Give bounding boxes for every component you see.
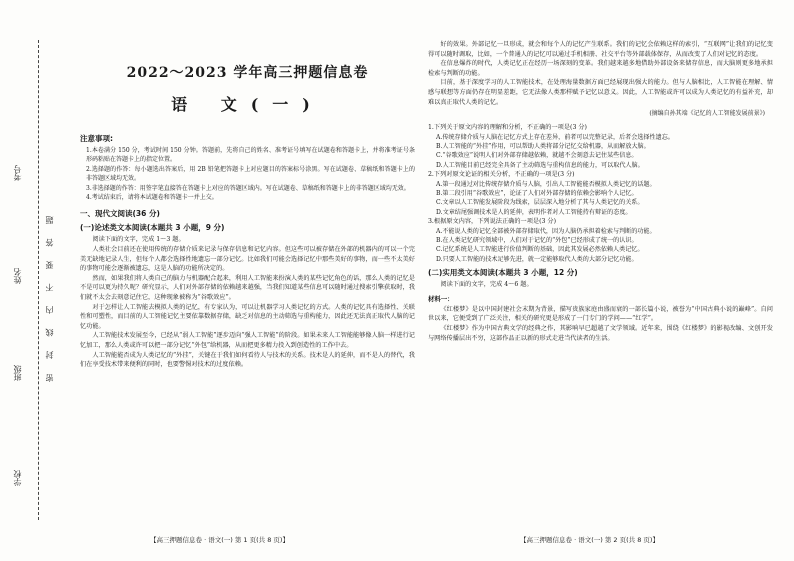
question-option: A.不能说人类的记忆全部被外部存储取代，因为人脑仍承担着检索与判断的功能。 [436,227,656,235]
question-2 [428,170,773,217]
passage-paragraph: 在信息爆炸的时代，人类记忆正在经历一场深刻的变革。我们越来越多地借助外部设备来储存信息，而大脑则更多地承担检索与判断的功能。 [428,60,773,77]
question-option: C.“谷歌效应”说明人们对外部存储越依赖，就越不会刻意去记住某些信息。 [436,152,638,160]
passage-paragraph: 人工智能能否成为人类记忆的“外挂”，关键在于我们如何看待人与技术的关系。技术是人的延伸，而不是人的替代，我们在享受技术带来便利的同时，也要警惕对技术的过度依赖。 [80,351,415,369]
question-option: A.传统存储介质与人脑在记忆方式上存在差异，前者可以完整记录，后者会选择性遗忘。 [436,133,674,141]
passage-paragraph: 人类社会目前还在使用传统的存储介质来记录与保存信息和记忆内容。但这些可以被存储在外部的机器内的可以一个完美无缺地记录人生，但每个人都会选择性地遗忘一部分记忆。比如我们可能会选择记忆中那些美好的事物，而一些不太美好的事物可能会逐渐被遗忘，这是人脑的功能所决定的。 [80,246,415,273]
seal-notice: 密 封 线 内 不 要 答 题 [45,210,54,382]
instruction: 阅读下面的文字，完成 1～3 题。 [92,236,185,244]
question-option: C.文章以人工智能发展阶段为线索，层层深入地分析了其与人类记忆的关系。 [436,199,644,207]
question-stem: 2.下列对原文论证的相关分析，不正确的一项是(3 分) [428,171,575,179]
material-paragraph: 《红楼梦》是以中国封建社会末期为背景，描写贵族家庭由盛而衰的一部长篇小说，被誉为“中国古典小说的巅峰”。自问世以来，它便受到了广泛关注，相关的研究更是形成了一门专门的学问——“红学”。 [428,305,773,323]
question-1 [428,123,773,170]
name-field: 姓名 [13,268,22,284]
question-option: B.人工智能的“外挂”作用，可以帮助人类将部分记忆交给机器，从而解放大脑。 [436,142,650,150]
exam-no-field: 考号 [13,165,22,181]
school-field: 学校 [13,470,22,486]
question-option: B.在人类记忆研究领域中，人们对于记忆的“外包”已经形成了统一的认识。 [436,237,638,245]
passage-paragraph: 然而，如果我们将人类自己的脑力与机器配合起来，利用人工智能来扮演人类的某些记忆角色的话，那么人类的记忆是不是可以更为持久呢？研究显示，人们对外部存储的依赖越来越强，当我们知道某些信息可以随时通过搜索引擎获取时，我们就不太会去刻意记住它，这种现象被称为“谷歌效应”。 [80,274,415,301]
notes-block [80,133,415,202]
question-option: C.记忆系统是人工智能进行价值判断的基础，因此其发展必然依赖人类记忆。 [436,246,644,254]
page-footer-left: 【高三押题信息卷 · 语文(一) 第 1 页(共 8 页)】 [150,536,289,544]
class-field: 班级 [13,365,22,381]
question-stem: 1.下列关于原文内容的理解和分析，不正确的一项是(3 分) [428,124,587,132]
material-label: 材料一： [428,294,454,303]
passage-paragraph: 对于怎样让人工智能去模拟人类的记忆，有专家认为，可以让机器学习人类记忆的方式。人类的记忆具有选择性、关联性和可塑性，而目前的人工智能记忆主要依靠数据存储，缺乏对信息的主动筛选与重构能力，因此还无法真正取代人脑的记忆功能。 [80,303,415,330]
exam-title: 2022～2023 学年高三押题信息卷 [126,65,369,81]
subsection-heading: (一)论述类文本阅读(本题共 3 小题，9 分) [80,223,225,233]
note-item: 2.选择题的作答：每小题选出答案后，用 2B 铅笔把答题卡上对应题目的答案标号涂黑。写在试题卷、草稿纸和答题卡上的非答题区域均无效。 [86,165,415,183]
subject-title: 语 文(一) [171,95,324,114]
question-option: D.文章结尾强调技术是人的延伸，表明作者对人工智能持有辩证的态度。 [436,208,632,216]
section-heading: 一、现代文阅读(36 分) [80,209,160,219]
question-3 [428,217,773,264]
note-item: 3.非选择题的作答：用签字笔直接答在答题卡上对应的答题区域内。写在试题卷、草稿纸和答题卡上的非答题区域均无效。 [86,184,410,192]
passage-paragraph: 好的效果。外部记忆一旦形成，就会和每个人的记忆产生联系。我们的记忆会依赖这样的索引，“互联网”让我们的记忆变得可以随时调取，比如，一个普通人的记忆可以通过手机相册、社交平台等外部载体保存，从而改变了人们对记忆的态度。 [428,41,773,58]
note-item: 4.考试结束后，请将本试题卷和答题卡一并上交。 [86,194,218,202]
passage-paragraph: 人工智能技术发展至今，已经从“弱人工智能”逐步迈向“强人工智能”的阶段。如果未来人工智能能够像人脑一样进行记忆加工，那么人类或许可以把一部分记忆“外包”给机器，从而把更多精力投入到创造性的工作中去。 [80,332,415,349]
question-option: B.第二段引用“谷歌效应”，论证了人们对外部存储的依赖会影响个人记忆。 [436,190,638,197]
left-column [80,40,415,370]
question-stem: 3.根据原文内容，下列说法正确的一项是(3 分) [428,218,557,226]
binding-margin [0,0,70,561]
passage-source: (摘编自孙其端《记忆的人工智能发展前景》) [649,110,765,118]
right-column [428,40,773,343]
question-option: D.只要人工智能的技术足够先进，就一定能够取代人类的大部分记忆功能。 [436,255,638,263]
question-option: A.第一段通过对比传统存储介质与人脑，引出人工智能能否模拟人类记忆的话题。 [436,180,656,188]
question-option: D.人工智能目前已经完全具备了主动筛选与重构信息的能力，可以取代人脑。 [436,161,644,169]
material-paragraph: 《红楼梦》作为中国古典文学的经典之作，其影响早已超越了文学领域。近年来，围绕《红楼梦》的影视改编、文创开发与网络传播层出不穷，这部作品正以新的形式走进当代读者的生活。 [428,325,773,342]
notes-heading: 注意事项: [80,134,113,143]
note-item: 1.本卷满分 150 分，考试时间 150 分钟。答题前，先将自己的姓名、准考证号填写在试题卷和答题卡上，并将准考证号条形码粘贴在答题卡上的指定位置。 [86,147,415,164]
seal-line [38,40,39,520]
subsection-heading: (二)实用类文本阅读(本题共 3 小题，12 分) [428,268,578,278]
instruction: 阅读下面的文字，完成 4～6 题。 [440,281,533,289]
page-footer-right: 【高三押题信息卷 · 语文(一) 第 2 页(共 8 页)】 [520,536,659,544]
passage-paragraph: 目前，基于深度学习的人工智能技术，在处理海量数据方面已经展现出强大的能力。但与人脑相比，人工智能在理解、情感与联想等方面仍存在明显差距，它无法像人类那样赋予记忆以意义。因此，人工智能或许可以成为人类记忆的有益补充，却难以真正取代人类的记忆。 [428,79,773,106]
